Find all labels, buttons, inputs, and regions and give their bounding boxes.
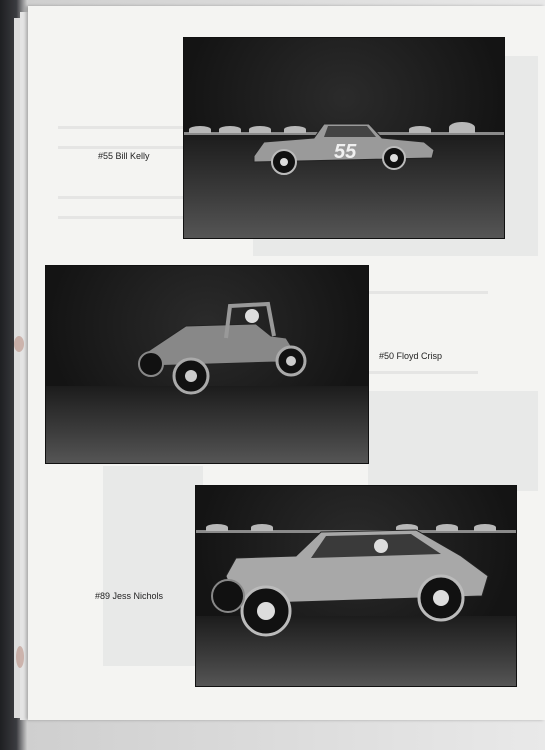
show-through-line bbox=[368, 371, 478, 374]
show-through-panel bbox=[368, 391, 538, 491]
modified-car-89 bbox=[196, 486, 516, 686]
race-photo-50 bbox=[45, 265, 369, 464]
sprint-car-50 bbox=[46, 266, 368, 463]
race-photo-55 bbox=[183, 37, 505, 239]
photo-caption: #89 Jess Nichols bbox=[95, 591, 164, 601]
page-stain bbox=[16, 646, 24, 668]
photo-caption: #55 Bill Kelly bbox=[98, 151, 150, 161]
page-stain bbox=[14, 336, 24, 352]
show-through-line bbox=[58, 146, 198, 149]
show-through-panel bbox=[103, 466, 203, 666]
show-through-line bbox=[368, 291, 488, 294]
program-page bbox=[28, 6, 545, 720]
stock-car-55 bbox=[184, 38, 504, 238]
photo-caption: #50 Floyd Crisp bbox=[379, 351, 443, 361]
car-number-label: 55 bbox=[334, 141, 357, 163]
show-through-line bbox=[58, 216, 203, 219]
race-photo-89 bbox=[195, 485, 517, 687]
